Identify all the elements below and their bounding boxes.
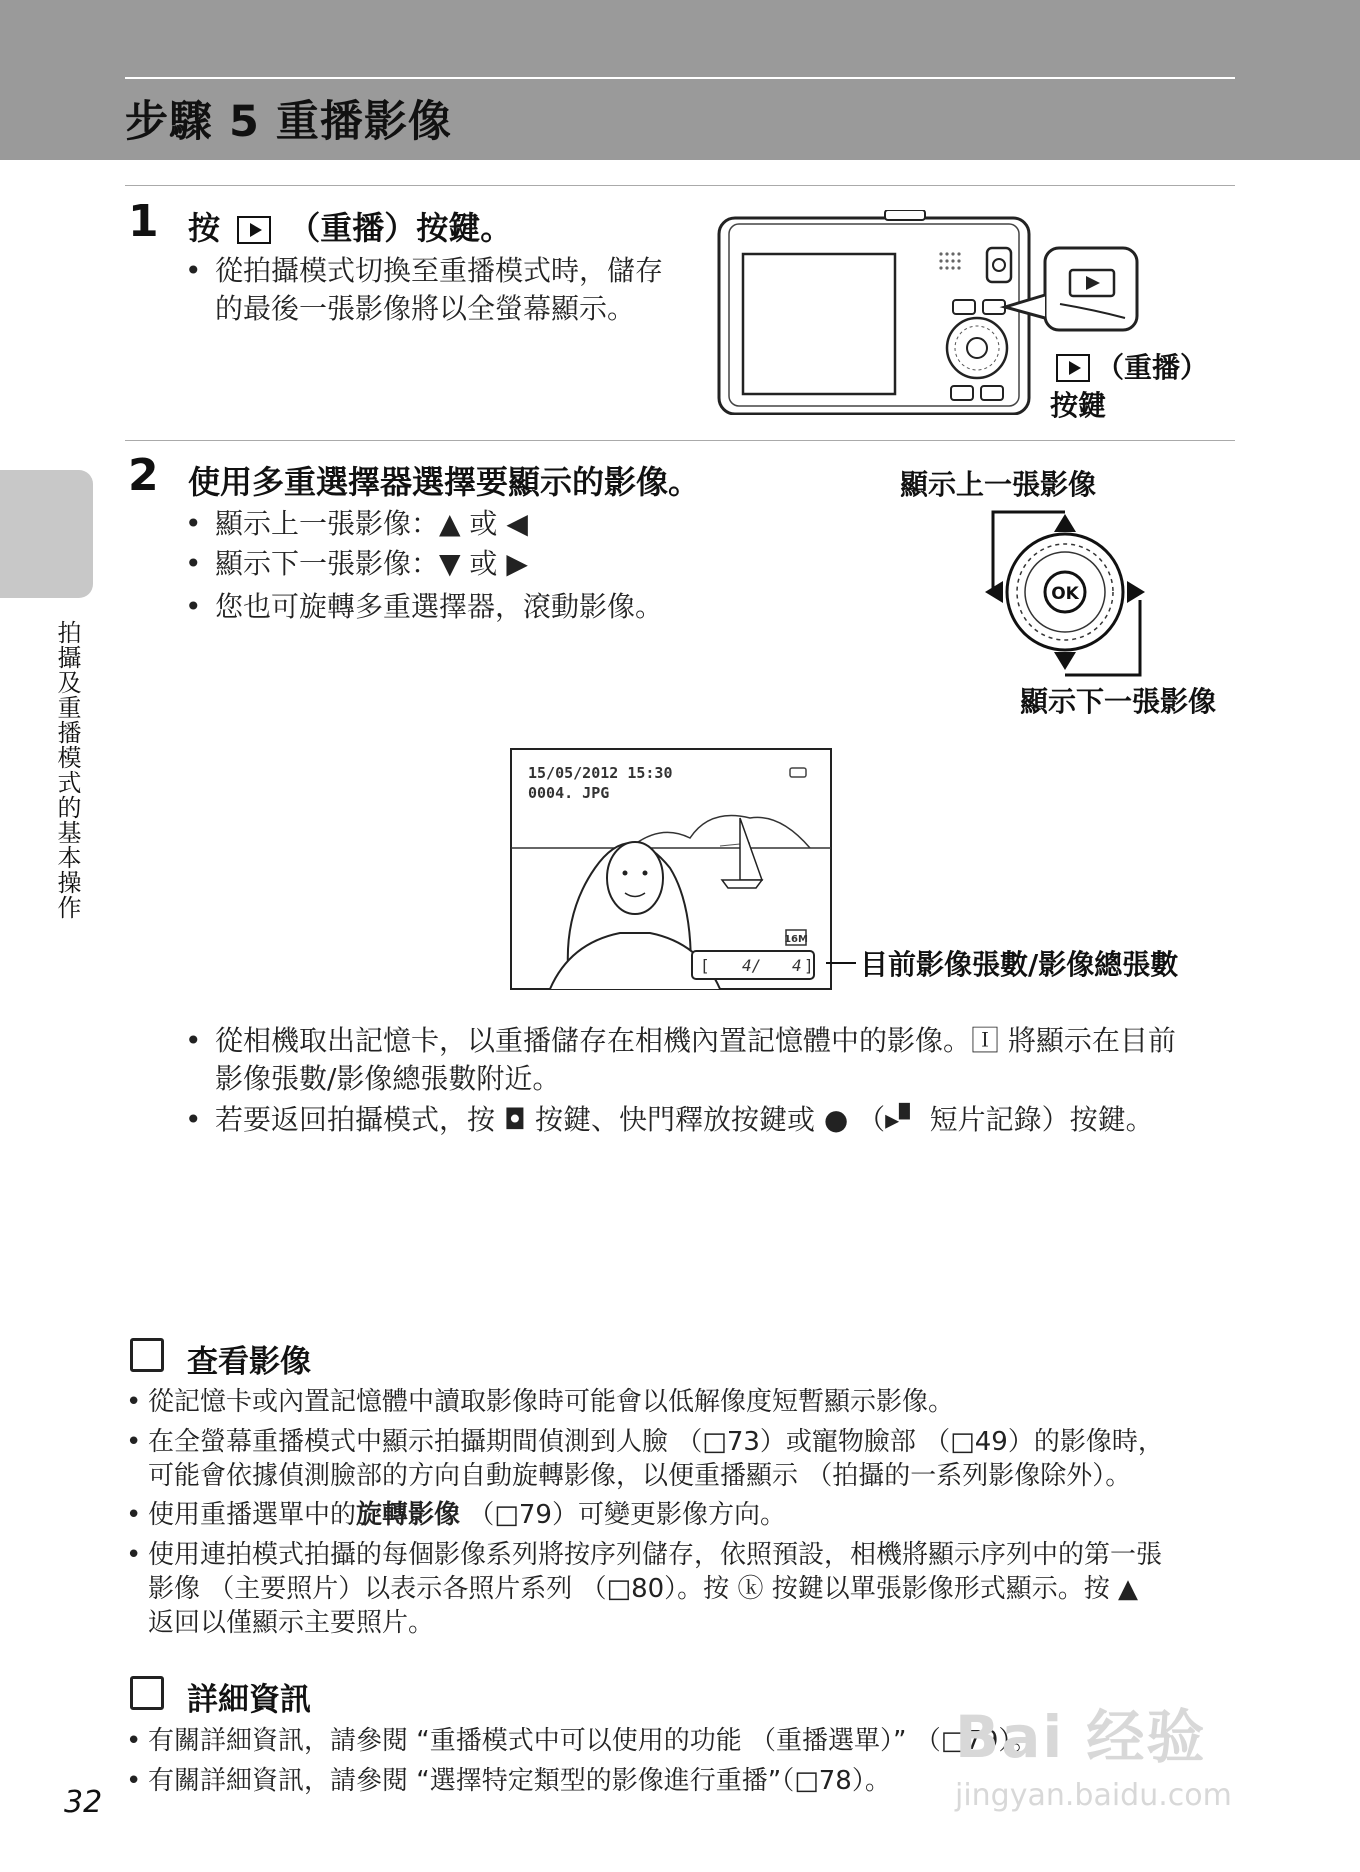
view-note-4: • 使用連拍模式拍攝的每個影像系列將按序列儲存，依照預設，相機將顯示序列中的第一張 影像 （主要照片）以表示各照片系列 （□80）。按 ⓚ 按鍵以單張影像形式顯示。按 ▲ 返回以僅顯示主要照片。: [148, 1538, 1238, 1640]
svg-text:[: [: [700, 956, 710, 975]
watermark: [955, 1690, 1232, 1813]
shooting-mode-button: [953, 300, 975, 314]
view-note-1: • 從記憶卡或內置記憶體中讀取影像時可能會以低解像度短暫顯示影像。: [148, 1385, 1238, 1419]
page-title: 步驟 5 重播影像: [125, 97, 452, 147]
callout-play-icon: [1056, 354, 1090, 382]
camera-lcd: [743, 254, 895, 394]
watermark-url: jingyan.baidu.com: [955, 1778, 1232, 1813]
multi-selector-diagram: [975, 500, 1155, 685]
side-tab: [0, 470, 93, 598]
step1-bullet-line2: 的最後一張影像將以全螢幕顯示。: [215, 292, 636, 325]
view-note-2: • 在全螢幕重播模式中顯示拍攝期間偵測到人臉 （□73）或寵物臉部 （□49）的影像時， 可能會依據偵測臉部的方向自動旋轉影像，以便重播顯示 （拍攝的一系列影像除外）。: [148, 1425, 1238, 1493]
right-arrow-icon: [1127, 581, 1145, 603]
more-note-2: • 有關詳細資訊，請參閱 “選擇特定類型的影像進行重播”（□78）。: [148, 1764, 1238, 1798]
step1-head-suffix: （重播）按鍵。: [288, 209, 513, 247]
menu-button: [951, 386, 973, 400]
step1-rule: [125, 185, 1235, 186]
side-label: 拍攝及重播模式的基本操作: [53, 620, 81, 920]
rotate-image-term: 旋轉影像: [356, 1500, 461, 1530]
up-arrow-icon: [1054, 514, 1076, 532]
screen-date: 15/05/2012 15:30: [528, 764, 673, 782]
step2-bullet-1: • 顯示上一張影像：▲ 或 ◀: [215, 505, 528, 543]
pencil-note-icon: [130, 1338, 164, 1372]
section-more-title: 詳細資訊: [187, 1682, 311, 1718]
page-number: 32: [64, 1785, 103, 1820]
step2-bullet-3: • 您也可旋轉多重選擇器，滾動影像。: [215, 588, 663, 626]
step1-number: 1: [128, 196, 159, 247]
step2-note-2: • 若要返回拍攝模式，按 ◘ 按鍵、快門釋放按鍵或 ● （▸▘ 短片記錄）按鍵。: [215, 1101, 1154, 1139]
header-rule: [125, 77, 1235, 79]
step1-heading: [188, 203, 512, 249]
callout-playback-label: （重播）: [1050, 346, 1208, 386]
step2-rule: [125, 440, 1235, 441]
pencil-note-icon-2: [130, 1676, 164, 1710]
counter-callout-line: [826, 962, 856, 964]
playback-screen: [510, 748, 832, 990]
svg-text:16M: 16M: [784, 934, 808, 945]
delete-button: [981, 386, 1003, 400]
step2-bullet-2: • 顯示下一張影像：▼ 或 ▶: [215, 545, 528, 583]
section-view-title: 查看影像: [187, 1344, 311, 1380]
movie-record-button: [987, 248, 1011, 282]
counter-total: 4: [792, 956, 802, 975]
svg-text:]: ]: [804, 956, 814, 975]
counter-current: 4/: [742, 956, 762, 975]
ok-text: OK: [1051, 584, 1079, 604]
step1-bullet-line1: • 從拍攝模式切換至重播模式時，儲存: [215, 254, 664, 287]
step2-heading: 使用多重選擇器選擇要顯示的影像。: [188, 463, 701, 501]
watermark-logo: Bai 经验: [955, 1703, 1207, 1771]
view-note-3: • 使用重播選單中的旋轉影像 （□79）可變更影像方向。: [148, 1498, 1238, 1532]
step2-note-1: • 從相機取出記憶卡，以重播儲存在相機內置記憶體中的影像。🄸 將顯示在目前 影像張數/影像總張數附近。: [215, 1022, 1176, 1098]
more-note-1: • 有關詳細資訊，請參閱 “重播模式中可以使用的功能 （重播選單）” （□79）。: [148, 1724, 1238, 1758]
counter-callout-label: 目前影像張數/影像總張數: [860, 948, 1179, 981]
step2-number: 2: [128, 450, 159, 501]
label-next-image: 顯示下一張影像: [1020, 685, 1217, 718]
label-previous-image: 顯示上一張影像: [900, 468, 1097, 501]
step1-bullet: [215, 252, 663, 328]
play-icon: [237, 216, 271, 244]
shutter-button: [885, 210, 925, 220]
screen-file: 0004. JPG: [528, 784, 610, 802]
step1-head-prefix: 按: [188, 209, 221, 247]
down-arrow-icon: [1054, 652, 1076, 670]
callout-playback-label2: 按鍵: [1050, 389, 1107, 422]
